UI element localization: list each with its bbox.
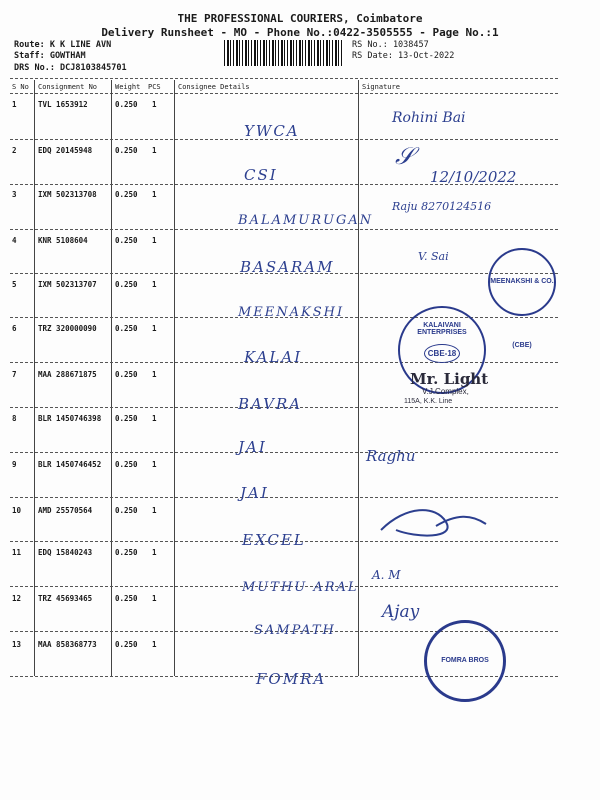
row-sno: 10 — [12, 506, 22, 515]
row-pcs: 1 — [152, 280, 157, 289]
barcode — [224, 40, 344, 66]
row-consignment-no: BLR 1450746452 — [38, 460, 102, 469]
signature-4: V. Sai — [418, 250, 449, 263]
kalaivani-stamp-inner: CBE-18 — [424, 344, 460, 363]
row-consignment-no: MAA 858368773 — [38, 640, 97, 649]
col-signature: Signature — [362, 83, 400, 91]
row-consignment-no: EDQ 15840243 — [38, 548, 93, 557]
row-weight: 0.250 — [115, 324, 138, 333]
consignee-hand-6: KALAI — [244, 348, 303, 366]
row-sno: 3 — [12, 190, 17, 199]
row-weight: 0.250 — [115, 414, 138, 423]
row-pcs: 1 — [152, 506, 157, 515]
mr-light-sub: V.J.Complex, — [422, 387, 469, 396]
row-rule — [10, 452, 558, 453]
row-weight: 0.250 — [115, 370, 138, 379]
drs-number: DRS No.: DCJ8103845701 — [14, 63, 127, 73]
row-sno: 13 — [12, 640, 22, 649]
row-rule — [10, 229, 558, 230]
route-label: Route: K K LINE AVN — [14, 40, 112, 50]
signature-12: Ajay — [382, 602, 420, 622]
row-consignment-no: IXM 502313707 — [38, 280, 97, 289]
consignee-hand-13: FOMRA — [256, 670, 327, 688]
row-sno: 4 — [12, 236, 17, 245]
row-weight: 0.250 — [115, 100, 138, 109]
signature-2-mark: 𝒮 — [395, 142, 414, 170]
mr-light-line2: 115A, K.K. Line — [404, 398, 453, 405]
row-sno: 11 — [12, 548, 22, 557]
runsheet-subtitle: Delivery Runsheet - MO - Phone No.:0422-3505555 - Page No.:1 — [101, 26, 499, 39]
row-rule — [10, 497, 558, 498]
consignee-hand-3: BALAMURUGAN — [238, 213, 374, 228]
row-pcs: 1 — [152, 414, 157, 423]
row-consignment-no: EDQ 20145948 — [38, 146, 93, 155]
col-pcs: PCS — [148, 83, 161, 91]
row-pcs: 1 — [152, 594, 157, 603]
consignee-hand-10: EXCEL — [242, 531, 306, 549]
row-pcs: 1 — [152, 640, 157, 649]
row-sno: 8 — [12, 414, 17, 423]
row-consignment-no: TRZ 320000090 — [38, 324, 97, 333]
row-weight: 0.250 — [115, 594, 138, 603]
row-pcs: 1 — [152, 190, 157, 199]
row-pcs: 1 — [152, 100, 157, 109]
row-weight: 0.250 — [115, 460, 138, 469]
row-sno: 1 — [12, 100, 17, 109]
consignee-hand-8: JAI — [238, 438, 267, 456]
meenakshi-stamp — [488, 248, 556, 349]
row-consignment-no: KNR 5108604 — [38, 236, 88, 245]
row-weight: 0.250 — [115, 280, 138, 289]
row-consignment-no: TRZ 45693465 — [38, 594, 93, 603]
row-pcs: 1 — [152, 370, 157, 379]
col-weight: Weight — [115, 83, 141, 91]
consignee-hand-9: JAI — [240, 484, 269, 502]
row-consignment-no: IXM 502313708 — [38, 190, 97, 199]
meenakshi-stamp-text: MEENAKSHI & CO. (CBE) — [490, 278, 554, 349]
row-consignment-no: AMD 25570564 — [38, 506, 93, 515]
row-weight: 0.250 — [115, 640, 138, 649]
row-consignment-no: TVL 1653912 — [38, 100, 88, 109]
row-sno: 5 — [12, 280, 17, 289]
consignee-hand-12: SAMPATH — [254, 623, 336, 638]
row-weight: 0.250 — [115, 506, 138, 515]
consignee-hand-2: CSI — [244, 166, 278, 184]
row-weight: 0.250 — [115, 190, 138, 199]
row-weight: 0.250 — [115, 548, 138, 557]
consignee-hand-1: YWCA — [244, 122, 300, 140]
signature-2-date: 12/10/2022 — [430, 168, 517, 186]
kalaivani-stamp-text: KALAIVANI ENTERPRISES — [417, 322, 467, 336]
signature-9: Raghu — [366, 447, 416, 465]
row-weight: 0.250 — [115, 236, 138, 245]
fomra-stamp-text: FOMRA BROS — [441, 657, 489, 664]
signature-3: Raju 8270124516 — [392, 200, 492, 213]
row-pcs: 1 — [152, 548, 157, 557]
consignee-hand-4: BASARAM — [240, 258, 335, 276]
rs-number: RS No.: 1038457 — [352, 40, 429, 50]
row-sno: 6 — [12, 324, 17, 333]
col-consignment: Consignment No — [38, 83, 98, 91]
row-consignment-no: BLR 1450746398 — [38, 414, 102, 423]
row-weight: 0.250 — [115, 146, 138, 155]
company-title: THE PROFESSIONAL COURIERS, Coimbatore — [177, 12, 423, 25]
consignee-hand-7: BAVRA — [238, 395, 303, 413]
signature-11: A. M — [372, 568, 401, 582]
signature-1: Rohini Bai — [392, 110, 466, 126]
table-top-rule — [10, 78, 558, 79]
row-sno: 2 — [12, 146, 17, 155]
rs-date: RS Date: 13-Oct-2022 — [352, 51, 455, 61]
header-rule — [10, 93, 558, 94]
col-consignee: Consignee Details — [178, 83, 250, 91]
col-sno: S No — [12, 83, 29, 91]
row-sno: 9 — [12, 460, 17, 469]
row-pcs: 1 — [152, 324, 157, 333]
signature-10-scribble — [376, 500, 496, 540]
consignee-hand-5: MEENAKSHI — [238, 305, 345, 320]
row-pcs: 1 — [152, 460, 157, 469]
mr-light-stamp: Mr. Light — [410, 370, 489, 388]
row-consignment-no: MAA 288671875 — [38, 370, 97, 379]
row-pcs: 1 — [152, 236, 157, 245]
fomra-stamp — [424, 620, 506, 702]
row-pcs: 1 — [152, 146, 157, 155]
consignee-hand-11: MUTHU ARAL — [242, 580, 359, 595]
row-sno: 7 — [12, 370, 17, 379]
staff-label: Staff: GOWTHAM — [14, 51, 86, 61]
row-sno: 12 — [12, 594, 22, 603]
